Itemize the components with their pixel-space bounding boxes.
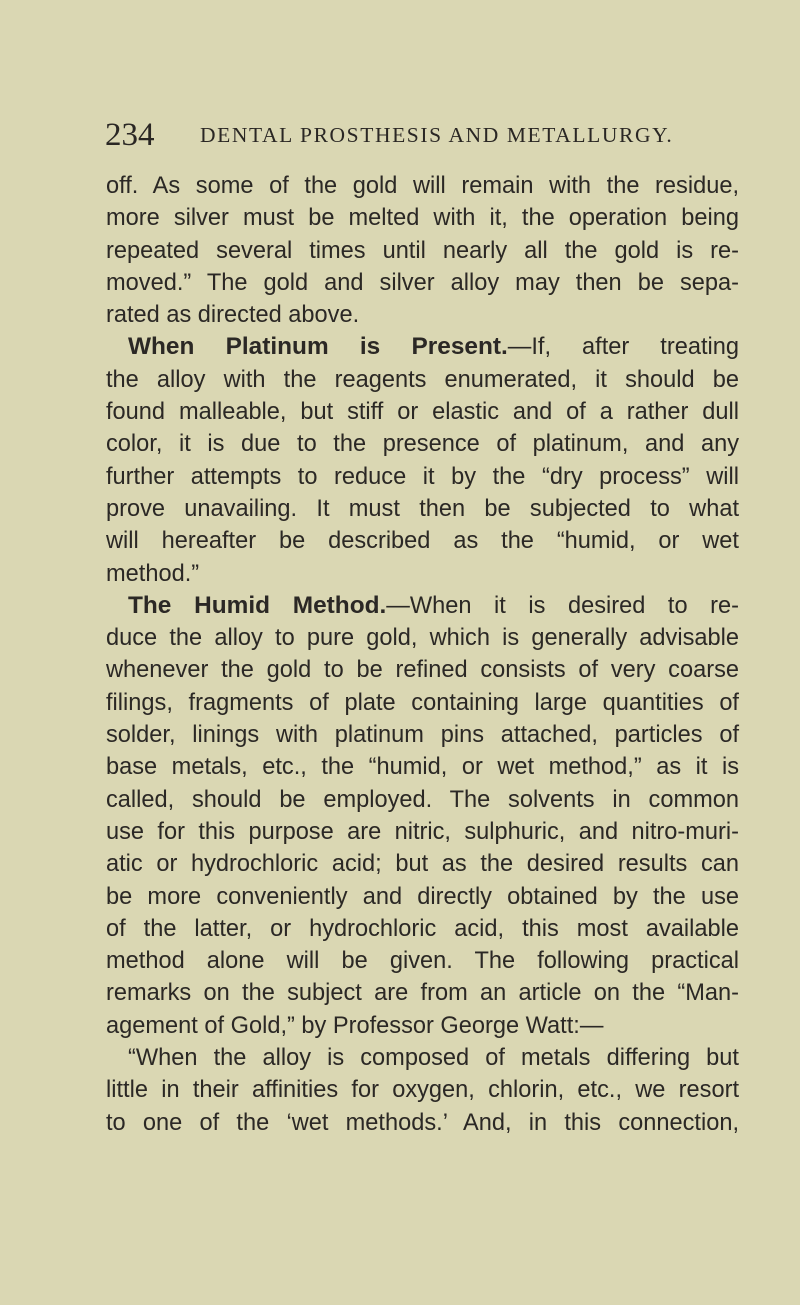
text-line: further attempts to reduce it by the “dry process” will <box>106 463 739 490</box>
text-line: more silver must be melted with it, the operation being <box>106 205 739 232</box>
text-line: base metals, etc., the “humid, or wet method,” as it is <box>106 754 739 781</box>
text-line: duce the alloy to pure gold, which is generally advisable <box>106 625 739 652</box>
text-line: agement of Gold,” by Professor George Watt:— <box>106 1012 604 1039</box>
text-line: found malleable, but stiff or elastic and of a rather dull <box>106 399 739 426</box>
section-heading: The Humid Method. <box>128 591 387 619</box>
body-text <box>106 170 739 1139</box>
running-head: DENTAL PROSTHESIS AND METALLURGY. <box>200 123 674 147</box>
text-line: to one of the ‘wet methods.’ And, in this connection, <box>106 1109 739 1136</box>
text-line: color, it is due to the presence of platinum, and any <box>106 431 739 458</box>
text-line: moved.” The gold and silver alloy may then be sepa- <box>106 269 739 296</box>
text-line: called, should be employed. The solvents in common <box>106 786 739 813</box>
text-line: will hereafter be described as the “humid, or wet <box>106 528 739 555</box>
text-line: prove unavailing. It must then be subjected to what <box>106 495 739 522</box>
text-line: filings, fragments of plate containing large quantities of <box>106 689 739 716</box>
text-line: the alloy with the reagents enumerated, it should be <box>106 366 739 393</box>
text-line: remarks on the subject are from an article on the “Man- <box>106 980 739 1007</box>
text-line: be more conveniently and directly obtained by the use <box>106 883 739 910</box>
text-line: repeated several times until nearly all the gold is re- <box>106 237 739 264</box>
text-line: off. As some of the gold will remain with the residue, <box>106 173 739 199</box>
section-heading: When Platinum is Present. <box>128 333 508 361</box>
page-number: 234 <box>105 117 155 153</box>
text-line: atic or hydrochloric acid; but as the desired results can <box>106 851 739 878</box>
text-line: whenever the gold to be refined consists of very coarse <box>106 657 739 684</box>
section-heading-line: The Humid Method.—When it is desired to re- <box>128 591 739 619</box>
page-header <box>105 117 745 157</box>
text-line: of the latter, or hydrochloric acid, this most available <box>106 915 739 942</box>
text-line: use for this purpose are nitric, sulphuric, and nitro-muri- <box>106 818 739 845</box>
text-line: rated as directed above. <box>106 302 360 329</box>
text-line: method.” <box>106 560 200 587</box>
text-line: method alone will be given. The following practical <box>106 948 739 975</box>
text-line: little in their affinities for oxygen, chlorin, etc., we resort <box>106 1077 739 1104</box>
quote-line: “When the alloy is composed of metals differing but <box>128 1045 739 1072</box>
section-heading-line: When Platinum is Present.—If, after treating <box>128 333 739 361</box>
text-line: solder, linings with platinum pins attached, particles of <box>106 722 739 749</box>
